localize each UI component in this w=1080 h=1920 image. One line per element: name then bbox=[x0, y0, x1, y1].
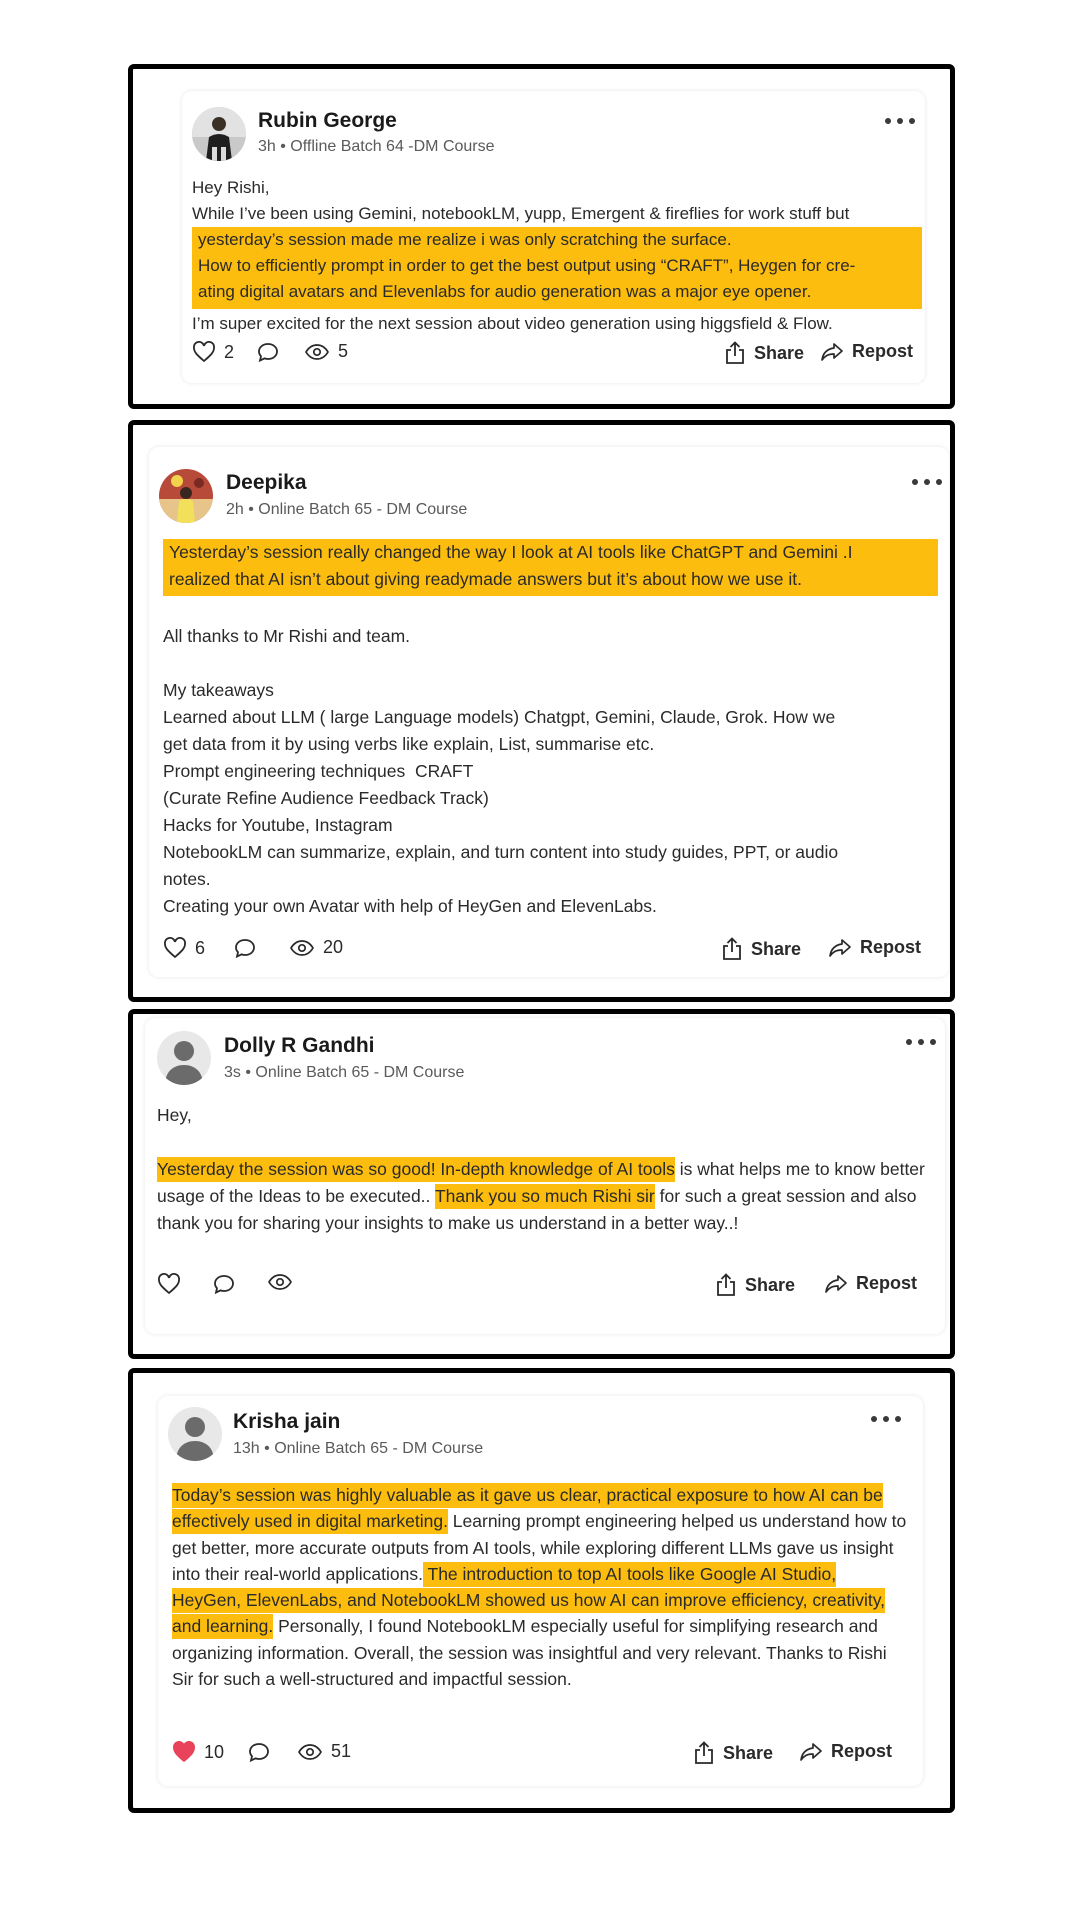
share-label: Share bbox=[723, 1742, 774, 1763]
post-frame bbox=[128, 1368, 955, 1813]
heart-icon bbox=[163, 937, 187, 959]
more-options-icon[interactable] bbox=[906, 1036, 936, 1048]
post-line: Hacks for Youtube, Instagram bbox=[163, 815, 393, 835]
repost-label: Repost bbox=[860, 937, 922, 957]
post-line: While I’ve been using Gemini, notebookLM, yupp, Emergent & fireflies for work stuff but bbox=[192, 204, 850, 223]
more-options-icon[interactable] bbox=[912, 476, 942, 488]
like-count: 2 bbox=[224, 341, 235, 362]
post-paragraph bbox=[157, 1156, 927, 1237]
repost-label: Repost bbox=[852, 341, 914, 361]
highlighted-text: Today’s session was highly valuable as it gave us clear, practical exposure to how AI can be effectively used in digital marketing. bbox=[172, 1483, 883, 1534]
repost-button[interactable] bbox=[799, 1741, 892, 1762]
post-body bbox=[163, 539, 938, 920]
comment-button[interactable] bbox=[212, 1273, 236, 1295]
post-line: Learned about LLM ( large Language models) Chatgpt, Gemini, Claude, Grok. How we bbox=[163, 707, 836, 727]
comment-icon bbox=[256, 341, 280, 363]
share-label: Share bbox=[751, 938, 802, 959]
eye-icon bbox=[289, 939, 315, 957]
post-actions bbox=[157, 1273, 927, 1303]
views-indicator bbox=[304, 341, 348, 362]
author-name[interactable]: Rubin George bbox=[258, 109, 397, 132]
highlighted-line: Yesterday’s session really changed the way I look at AI tools like ChatGPT and Gemini .I bbox=[163, 539, 938, 566]
like-count: 6 bbox=[195, 937, 206, 958]
repost-icon bbox=[828, 938, 852, 958]
post-line: My takeaways bbox=[163, 680, 274, 700]
post-card bbox=[149, 447, 949, 977]
avatar[interactable] bbox=[168, 1407, 222, 1461]
post-card bbox=[158, 1396, 923, 1786]
post-meta: 2h • Online Batch 65 - DM Course bbox=[226, 501, 468, 518]
eye-icon bbox=[304, 343, 330, 361]
repost-button[interactable] bbox=[824, 1273, 917, 1294]
repost-label: Repost bbox=[831, 1741, 893, 1761]
comment-icon bbox=[247, 1741, 271, 1763]
post-body bbox=[192, 175, 922, 337]
post-text: Learning prompt engineering helped us understand how to get better, more accurate outputs from AI tools, while exploring different LLMs gave us insight into their real-world applications. bbox=[172, 1511, 907, 1584]
heart-icon bbox=[192, 341, 216, 363]
share-button[interactable] bbox=[715, 1273, 795, 1297]
post-line: notes. bbox=[163, 869, 211, 889]
post-line: Hey, bbox=[157, 1105, 192, 1125]
comment-button[interactable] bbox=[256, 341, 280, 363]
eye-icon bbox=[267, 1273, 293, 1291]
heart-filled-icon bbox=[172, 1741, 196, 1763]
share-button[interactable] bbox=[693, 1741, 773, 1765]
repost-icon bbox=[820, 342, 844, 362]
post-line: (Curate Refine Audience Feedback Track) bbox=[163, 788, 489, 808]
more-options-icon[interactable] bbox=[871, 1413, 901, 1425]
post-line: Creating your own Avatar with help of HeyGen and ElevenLabs. bbox=[163, 896, 657, 916]
comment-button[interactable] bbox=[233, 937, 257, 959]
view-count: 51 bbox=[331, 1741, 352, 1761]
post-card bbox=[182, 91, 925, 383]
view-count: 5 bbox=[338, 341, 349, 361]
author-name[interactable]: Deepika bbox=[226, 471, 307, 494]
post-card bbox=[145, 1018, 945, 1334]
avatar[interactable] bbox=[159, 469, 213, 523]
like-button[interactable] bbox=[157, 1273, 189, 1295]
eye-icon bbox=[297, 1743, 323, 1761]
more-options-icon[interactable] bbox=[885, 115, 915, 127]
share-label: Share bbox=[754, 342, 805, 363]
view-count: 20 bbox=[323, 937, 344, 957]
repost-button[interactable] bbox=[828, 937, 921, 958]
author-name[interactable]: Krisha jain bbox=[233, 1410, 341, 1433]
post-line: I’m super excited for the next session about video generation using higgsfield & Flow. bbox=[192, 314, 833, 333]
post-text: is what helps me to know better usage of the Ideas to be executed.. bbox=[157, 1159, 925, 1206]
comment-icon bbox=[233, 937, 257, 959]
post-text: Personally, I found NotebookLM especially useful for simplifying research and organizing information. Overall, the session was insightful and very relevant. Thanks to Rishi Sir for such a well-structured and impactful session. bbox=[172, 1616, 887, 1690]
share-icon bbox=[724, 341, 746, 365]
post-line: Prompt engineering techniques CRAFT bbox=[163, 761, 474, 781]
highlighted-line: yesterday’s session made me realize i was only scratching the surface. bbox=[192, 227, 922, 253]
post-frame bbox=[128, 64, 955, 409]
avatar[interactable] bbox=[157, 1031, 211, 1085]
views-indicator bbox=[267, 1273, 301, 1291]
post-meta: 13h • Online Batch 65 - DM Course bbox=[233, 1440, 484, 1457]
post-line bbox=[163, 650, 938, 677]
heart-icon bbox=[157, 1273, 181, 1295]
post-frame bbox=[128, 1009, 955, 1359]
share-label: Share bbox=[745, 1274, 796, 1295]
like-button[interactable] bbox=[192, 341, 234, 363]
post-line: get data from it by using verbs like explain, List, summarise etc. bbox=[163, 734, 655, 754]
repost-icon bbox=[799, 1742, 823, 1762]
repost-label: Repost bbox=[856, 1273, 918, 1293]
repost-icon bbox=[824, 1274, 848, 1294]
share-icon bbox=[715, 1273, 737, 1297]
post-frame bbox=[128, 420, 955, 1002]
post-actions bbox=[172, 1741, 907, 1771]
highlighted-text: Thank you so much Rishi sir bbox=[435, 1184, 655, 1209]
post-meta: 3s • Online Batch 65 - DM Course bbox=[224, 1064, 465, 1081]
highlighted-text: The introduction to top AI tools like Google AI Studio, HeyGen, ElevenLabs, and NotebookLM showed us how AI can improve efficiency, creativity, and learning. bbox=[172, 1562, 885, 1640]
post-actions bbox=[192, 341, 922, 371]
avatar[interactable] bbox=[192, 107, 246, 161]
share-button[interactable] bbox=[721, 937, 801, 961]
comment-button[interactable] bbox=[247, 1741, 271, 1763]
blank-line bbox=[157, 1129, 927, 1156]
highlighted-line: realized that AI isn’t about giving readymade answers but it’s about how we use it. bbox=[163, 566, 938, 596]
post-line: Hey Rishi, bbox=[192, 178, 270, 197]
highlighted-line: ating digital avatars and Elevenlabs for audio generation was a major eye opener. bbox=[192, 279, 922, 309]
post-actions bbox=[163, 937, 938, 967]
share-icon bbox=[721, 937, 743, 961]
post-body bbox=[172, 1482, 907, 1692]
views-indicator bbox=[297, 1741, 351, 1762]
post-line bbox=[163, 596, 938, 623]
like-button[interactable] bbox=[163, 937, 205, 959]
author-name[interactable]: Dolly R Gandhi bbox=[224, 1034, 375, 1057]
post-paragraph bbox=[172, 1482, 907, 1692]
share-button[interactable] bbox=[724, 341, 804, 365]
like-count: 10 bbox=[204, 1741, 225, 1762]
post-meta: 3h • Offline Batch 64 -DM Course bbox=[258, 138, 495, 155]
post-line: All thanks to Mr Rishi and team. bbox=[163, 626, 411, 646]
share-icon bbox=[693, 1741, 715, 1765]
post-line: NotebookLM can summarize, explain, and turn content into study guides, PPT, or audio bbox=[163, 842, 839, 862]
post-text: for such a great session and also thank you for sharing your insights to make us understand in a better way..! bbox=[157, 1186, 917, 1233]
default-avatar-icon bbox=[168, 1407, 222, 1461]
comment-icon bbox=[212, 1273, 236, 1295]
views-indicator bbox=[289, 937, 343, 958]
highlighted-line: How to efficiently prompt in order to get the best output using “CRAFT”, Heygen for cre- bbox=[192, 253, 922, 279]
repost-button[interactable] bbox=[820, 341, 913, 362]
post-body bbox=[157, 1102, 927, 1237]
default-avatar-icon bbox=[157, 1031, 211, 1085]
highlighted-text: Yesterday the session was so good! In-depth knowledge of AI tools bbox=[157, 1157, 675, 1182]
like-button[interactable] bbox=[172, 1741, 224, 1763]
